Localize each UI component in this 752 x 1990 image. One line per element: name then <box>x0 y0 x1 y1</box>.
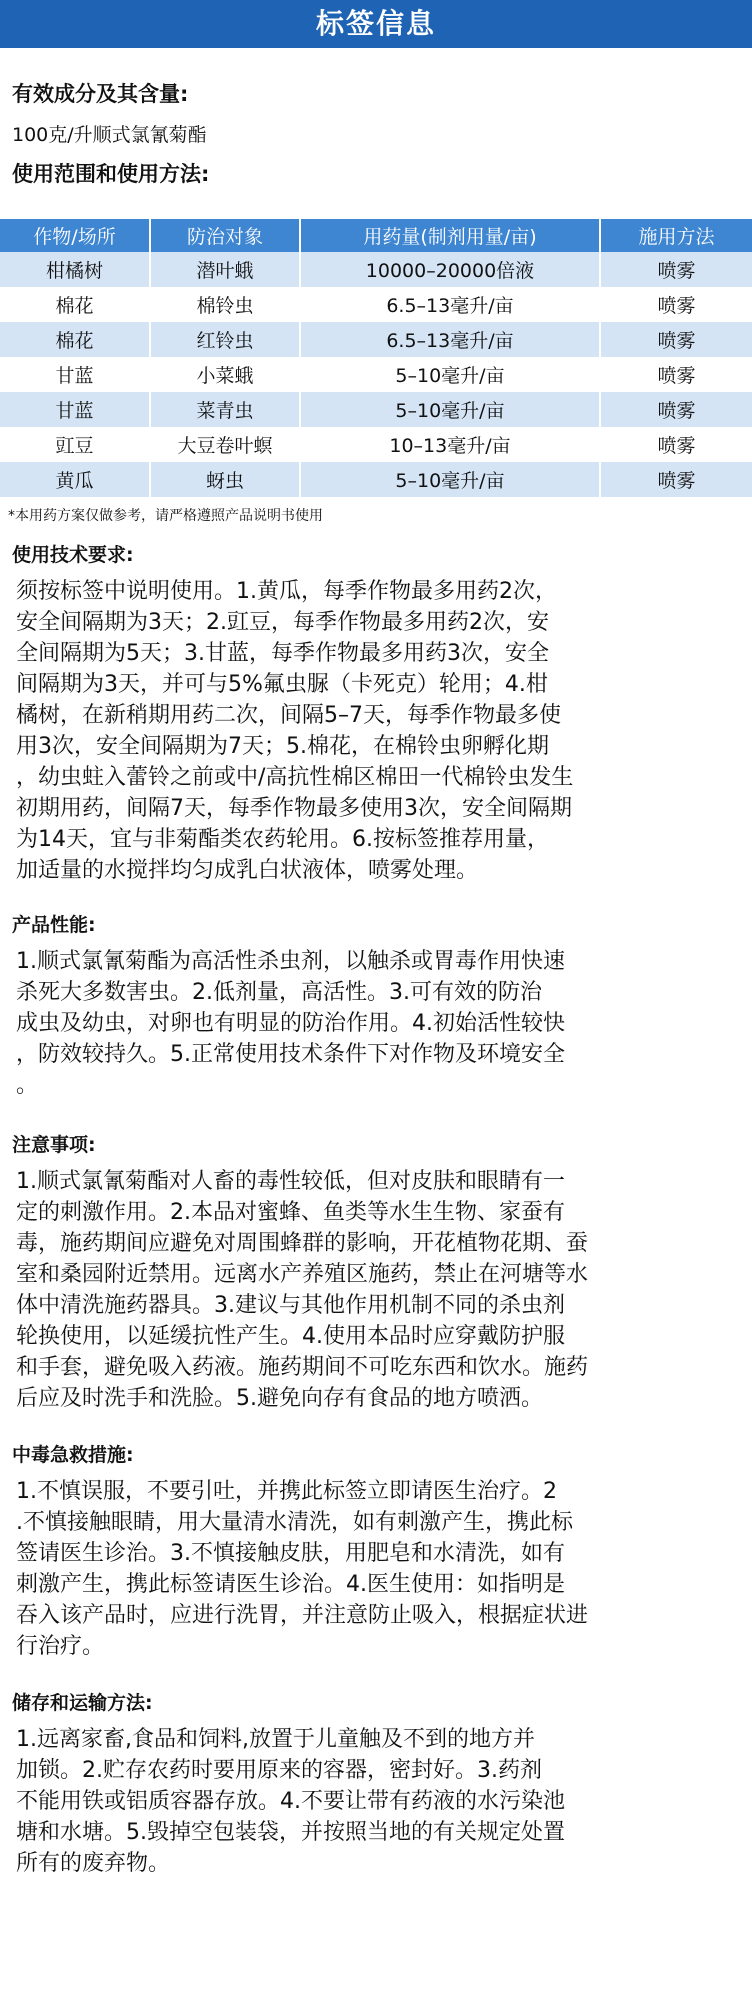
table-row <box>0 287 752 322</box>
text-line: 杀死大多数害虫。2.低剂量，高活性。3.可有效的防治 <box>16 980 542 1005</box>
text-line: 轮换使用，以延缓抗性产生。4.使用本品时应穿戴防护服 <box>16 1324 565 1349</box>
table-row <box>0 427 752 462</box>
cell-target: 菜青虫 <box>150 392 300 427</box>
text-line: 全间隔期为5天；3.甘蓝，每季作物最多用药3次，安全 <box>16 641 549 666</box>
text-line: 签请医生诊治。3.不慎接触皮肤，用肥皂和水清洗，如有 <box>16 1541 565 1566</box>
first-aid-paragraph <box>16 1476 728 1662</box>
cell-crop: 棉花 <box>0 322 150 357</box>
cell-crop: 豇豆 <box>0 427 150 462</box>
text-line: 用3次，安全间隔期为7天；5.棉花，在棉铃虫卵孵化期 <box>16 734 549 759</box>
tech-title: 使用技术要求: <box>12 544 134 566</box>
text-line: 定的刺激作用。2.本品对蜜蜂、鱼类等水生生物、家蚕有 <box>16 1200 565 1225</box>
text-line: 加适量的水搅拌均匀成乳白状液体，喷雾处理。 <box>16 858 479 883</box>
text-line: .不慎接触眼睛，用大量清水清洗，如有刺激产生，携此标 <box>16 1510 573 1535</box>
tech-paragraph <box>16 576 728 886</box>
text-line: 1.顺式氯氰菊酯对人畜的毒性较低，但对皮肤和眼睛有一 <box>16 1169 565 1194</box>
text-line: 为14天，宜与非菊酯类农药轮用。6.按标签推荐用量， <box>16 827 549 852</box>
cell-target: 小菜蛾 <box>150 357 300 392</box>
header-method: 施用方法 <box>600 219 752 252</box>
text-line: 后应及时洗手和洗脸。5.避免向存有食品的地方喷洒。 <box>16 1386 543 1411</box>
cell-dosage: 5–10毫升/亩 <box>300 357 600 392</box>
text-line: 行治疗。 <box>16 1634 105 1659</box>
cell-target: 棉铃虫 <box>150 287 300 322</box>
text-line: 成虫及幼虫，对卵也有明显的防治作用。4.初始活性较快 <box>16 1011 565 1036</box>
first-aid-title: 中毒急救措施: <box>12 1444 134 1466</box>
header-title: 标签信息 <box>315 7 436 40</box>
cell-crop: 黄瓜 <box>0 462 150 497</box>
text-line: 塘和水塘。5.毁掉空包装袋，并按照当地的有关规定处置 <box>16 1820 565 1845</box>
performance-title: 产品性能: <box>12 914 96 936</box>
header-dosage: 用药量(制剂用量/亩) <box>300 219 600 252</box>
cell-method: 喷雾 <box>600 392 752 427</box>
text-line: 加锁。2.贮存农药时要用原来的容器，密封好。3.药剂 <box>16 1758 542 1783</box>
cell-dosage: 10–13毫升/亩 <box>300 427 600 462</box>
text-line: 1.远离家畜,食品和饲料,放置于儿童触及不到的地方并 <box>16 1727 535 1752</box>
dosage-table <box>0 219 752 497</box>
table-row <box>0 462 752 497</box>
cautions-title: 注意事项: <box>12 1134 96 1156</box>
text-line: 和手套，避免吸入药液。施药期间不可吃东西和饮水。施药 <box>16 1355 589 1380</box>
table-row <box>0 392 752 427</box>
cell-dosage: 10000–20000倍液 <box>300 252 600 287</box>
text-line: 1.不慎误服，不要引吐，并携此标签立即请医生治疗。2 <box>16 1479 557 1504</box>
cell-dosage: 5–10毫升/亩 <box>300 462 600 497</box>
table-header-row <box>0 219 752 252</box>
cell-crop: 柑橘树 <box>0 252 150 287</box>
text-line: 。 <box>16 1073 39 1098</box>
page-header <box>0 0 752 48</box>
text-line: 橘树，在新稍期用药二次，间隔5–7天，每季作物最多使 <box>16 703 561 728</box>
cell-dosage: 5–10毫升/亩 <box>300 392 600 427</box>
table-row <box>0 322 752 357</box>
cell-dosage: 6.5–13毫升/亩 <box>300 287 600 322</box>
table-row <box>0 357 752 392</box>
ingredients-title: 有效成分及其含量: <box>12 82 189 106</box>
text-line: 不能用铁或铝质容器存放。4.不要让带有药液的水污染池 <box>16 1789 565 1814</box>
cell-target: 红铃虫 <box>150 322 300 357</box>
ingredients-value: 100克/升顺式氯氰菊酯 <box>12 124 207 146</box>
cell-method: 喷雾 <box>600 252 752 287</box>
storage-paragraph <box>16 1724 728 1879</box>
usage-title: 使用范围和使用方法: <box>12 162 210 186</box>
performance-paragraph <box>16 946 728 1101</box>
storage-title: 储存和运输方法: <box>12 1692 153 1714</box>
cell-method: 喷雾 <box>600 357 752 392</box>
header-crop: 作物/场所 <box>0 219 150 252</box>
cell-target: 潜叶蛾 <box>150 252 300 287</box>
text-line: 安全间隔期为3天；2.豇豆，每季作物最多用药2次，安 <box>16 610 549 635</box>
cell-method: 喷雾 <box>600 287 752 322</box>
cell-method: 喷雾 <box>600 427 752 462</box>
text-line: ，防效较持久。5.正常使用技术条件下对作物及环境安全 <box>16 1042 565 1067</box>
table-row <box>0 252 752 287</box>
cell-crop: 甘蓝 <box>0 392 150 427</box>
dosage-note: *本用药方案仅做参考，请严格遵照产品说明书使用 <box>8 508 323 524</box>
cell-crop: 棉花 <box>0 287 150 322</box>
cell-target: 蚜虫 <box>150 462 300 497</box>
cell-crop: 甘蓝 <box>0 357 150 392</box>
cell-dosage: 6.5–13毫升/亩 <box>300 322 600 357</box>
text-line: 初期用药，间隔7天，每季作物最多使用3次，安全间隔期 <box>16 796 572 821</box>
cautions-paragraph <box>16 1166 728 1414</box>
text-line: 刺激产生，携此标签请医生诊治。4.医生使用：如指明是 <box>16 1572 565 1597</box>
text-line: 毒，施药期间应避免对周围蜂群的影响，开花植物花期、蚕 <box>16 1231 589 1256</box>
text-line: ，幼虫蛀入蕾铃之前或中/高抗性棉区棉田一代棉铃虫发生 <box>16 765 574 790</box>
text-line: 吞入该产品时，应进行洗胃，并注意防止吸入，根据症状进 <box>16 1603 589 1628</box>
cell-target: 大豆卷叶螟 <box>150 427 300 462</box>
cell-method: 喷雾 <box>600 322 752 357</box>
text-line: 所有的废弃物。 <box>16 1851 171 1876</box>
text-line: 体中清洗施药器具。3.建议与其他作用机制不同的杀虫剂 <box>16 1293 565 1318</box>
text-line: 须按标签中说明使用。1.黄瓜，每季作物最多用药2次， <box>16 579 557 604</box>
header-target: 防治对象 <box>150 219 300 252</box>
cell-method: 喷雾 <box>600 462 752 497</box>
text-line: 室和桑园附近禁用。远离水产养殖区施药，禁止在河塘等水 <box>16 1262 589 1287</box>
text-line: 间隔期为3天，并可与5%氟虫脲（卡死克）轮用；4.柑 <box>16 672 548 697</box>
text-line: 1.顺式氯氰菊酯为高活性杀虫剂，以触杀或胃毒作用快速 <box>16 949 565 974</box>
